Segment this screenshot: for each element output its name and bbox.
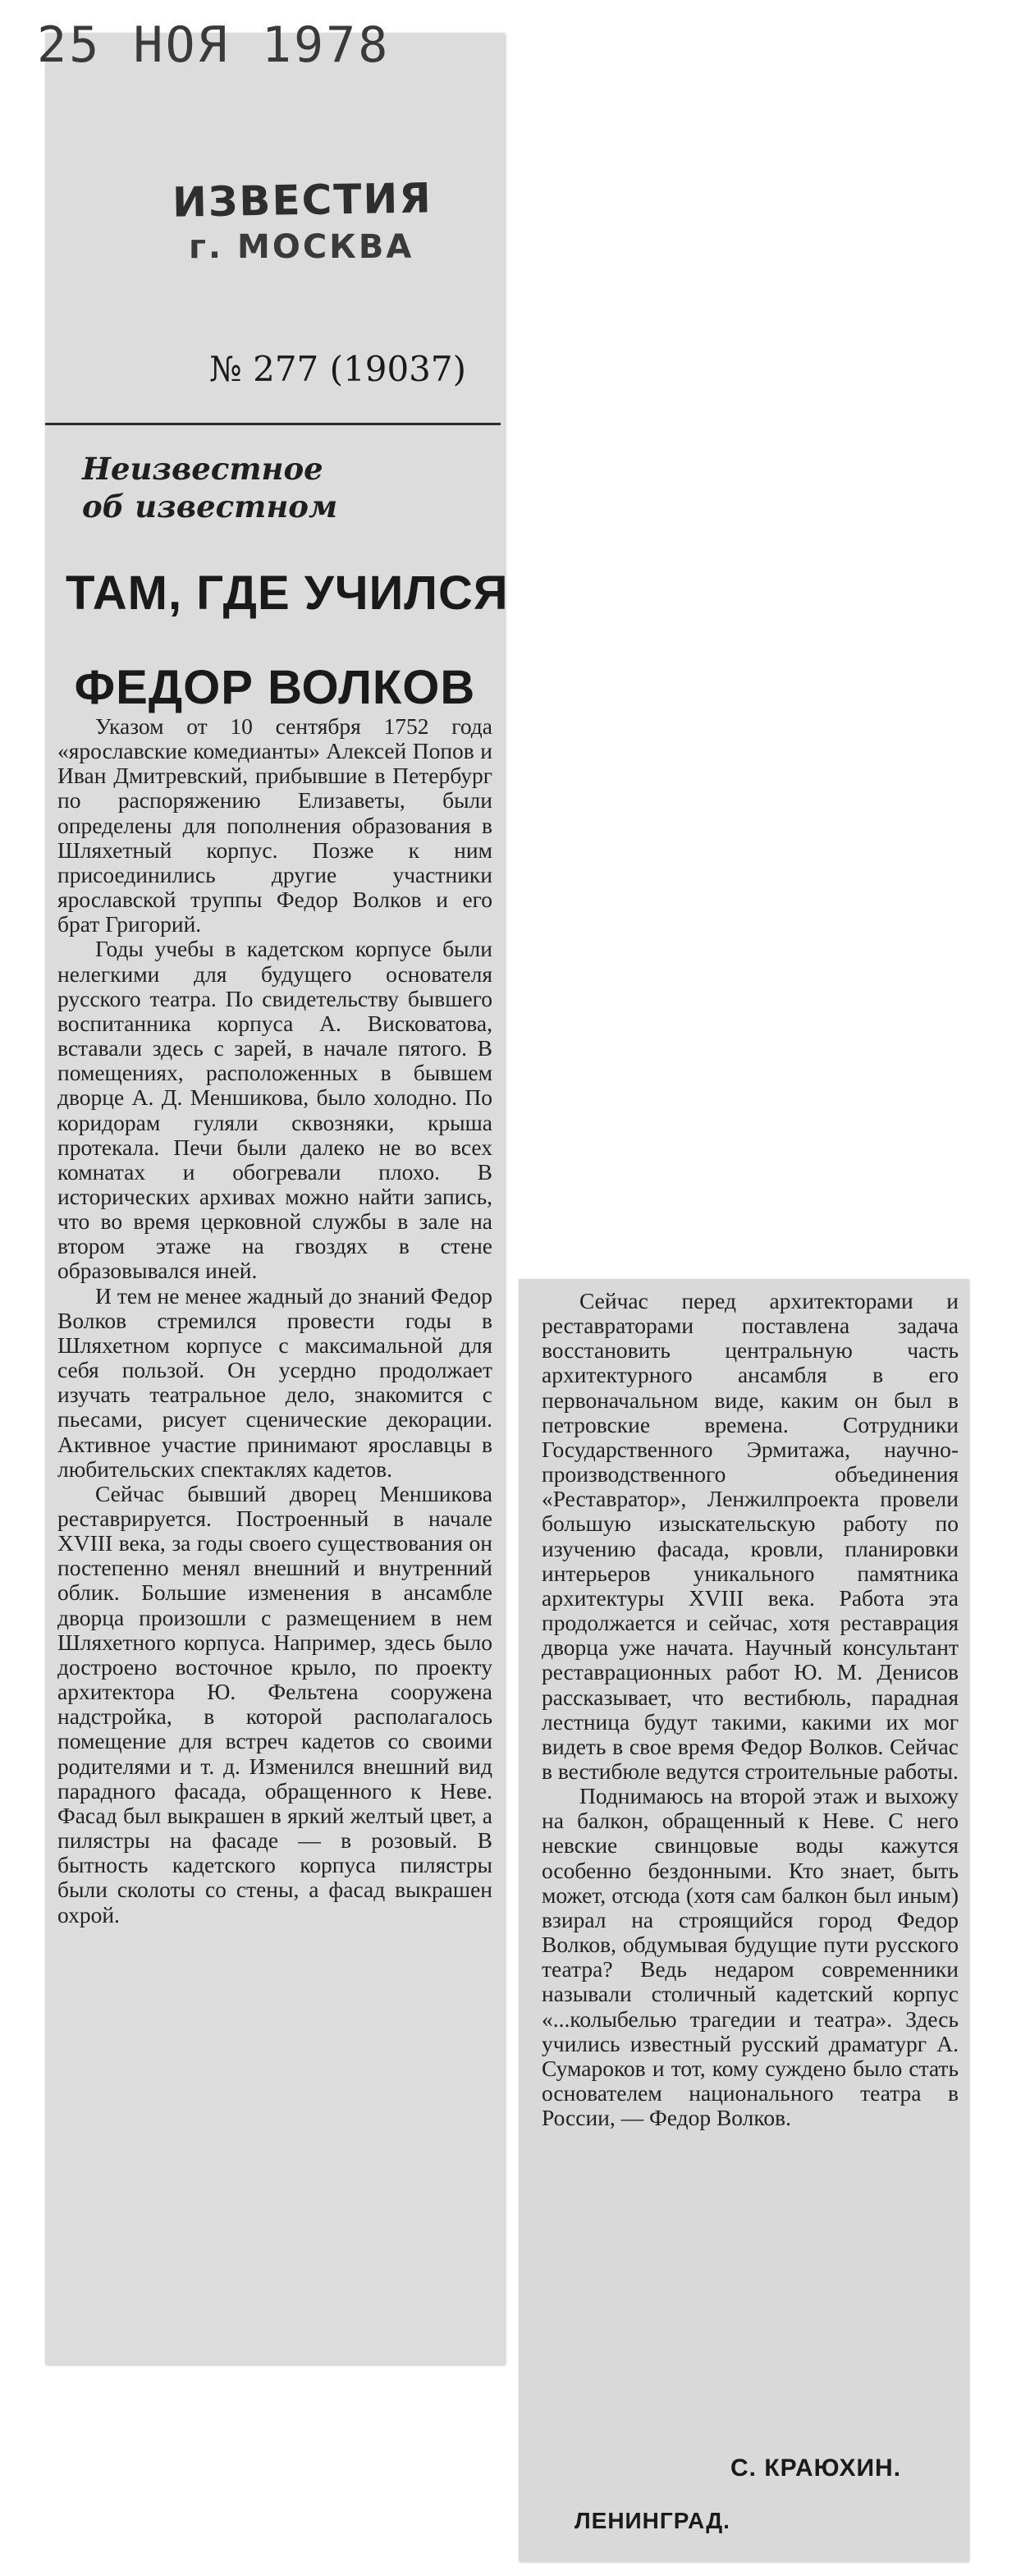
- article-rubric: [82, 450, 337, 525]
- issue-number: № 277 (19037): [209, 349, 466, 389]
- rubric-line-1: Неизвестное: [82, 451, 323, 487]
- paragraph: И тем не менее жадный до знаний Федор Волков стремился провести годы в Шляхетном корпусе с максимальной для себя пользой. Он усердно продолжает изучать театральное дело, знакомится с пьесами, рисует сценические декорации. Активное участие принимают ярославцы в любительских спектаклях кадетов.: [57, 1282, 492, 1482]
- paragraph: Сейчас перед архитекторами и реставраторами поставлена задача восстановить центральную часть архитектурного ансамбля в его первоначальном виде, каким он был в петровские времена. Сотрудники Государственного Эрмитажа, научно-производственного объединения «Реставратор», Ленжилпроекта провели большую изыскательскую работу по изучению фасада, кровли, планировки интерьеров уникального памятника архитектуры XVIII века. Работа эта продолжается и сейчас, хотя реставрация дворца уже начата. Научный консультант реставрационных работ Ю. М. Денисов рассказывает, что вестибюль, парадная лестница будут такими, какими их мог видеть в свое время Федор Волков. Сейчас в вестибюле ведутся строительные работы.: [542, 1288, 959, 1784]
- article-body-left: [57, 714, 492, 1927]
- article-body-right: [542, 1289, 959, 2130]
- paragraph: Сейчас бывший дворец Меншикова реставрируется. Построенный в начале XVIII века, за годы своего существования он постепенно менял внешний и внутренний облик. Большие изменения в ансамбле дворца произошли с размещением в нем Шляхетного корпуса. Например, здесь было достроено восточное крыло, по проекту архитектора Ю. Фельтена сооружена надстройка, в которой располагалось помещение для встреч кадетов со своими родителями и т. д. Изменился внешний вид парадного фасада, обращенного к Неве. Фасад был выкрашен в яркий желтый цвет, а пилястры на фасаде — в розовый. В бытность кадетского корпуса пилястры были сколоты со стены, а фасад выкрашен охрой.: [57, 1480, 492, 1927]
- author-signature: С. КРАЮХИН.: [730, 2455, 902, 2482]
- paragraph: Годы учебы в кадетском корпусе были нелегкими для будущего основателя русского театра. По свидетельству бывшего воспитанника корпуса А. Висковатова, вставали здесь с зарей, в начале пятого. В помещениях, расположенных в бывшем дворце А. Д. Меншикова, было холодно. По коридорам гуляли сквозняки, крыша протекала. Печи были далеко не во всех комнатах и обогревали плохо. В исторических архивах можно найти запись, что во время церковной службы в зале на втором этаже на гвоздях в стене образовывался иней.: [57, 936, 492, 1284]
- paragraph: Указом от 10 сентября 1752 года «ярославские комедианты» Алексей Попов и Иван Дмитревский, прибывшие в Петербург по распоряжению Елизаветы, были определены для пополнения образования в Шляхетный корпус. Позже к ним присоединились другие участники ярославской труппы Федор Волков и его брат Григорий.: [57, 713, 492, 937]
- dateline-city: ЛЕНИНГРАД.: [575, 2508, 730, 2533]
- city-stamp: г. МОСКВА: [189, 228, 414, 266]
- headline-line-1: ТАМ, ГДЕ УЧИЛСЯ: [66, 566, 509, 620]
- article-headline: [66, 546, 509, 735]
- newspaper-name-stamp: ИЗВЕСТИЯ: [172, 174, 433, 227]
- date-stamp: 25 НОЯ 1978: [37, 16, 391, 74]
- headline-line-2: ФЕДОР ВОЛКОВ: [74, 661, 476, 714]
- header-divider: [45, 423, 501, 425]
- paragraph: Поднимаюсь на второй этаж и выхожу на балкон, обращенный к Неве. С него невские свинцовые воды кажутся особенно бездонными. Кто знает, быть может, отсюда (хотя сам балкон был иным) взирал на строящийся город Федор Волков, обдумывая будущие пути русского театра? Ведь недаром современники называли столичный кадетский корпус «...колыбелью трагедии и театра». Здесь учились известный русский драматург А. Сумароков и тот, кому суждено было стать основателем национального театра в России, — Федор Волков.: [542, 1783, 959, 2131]
- rubric-line-2: об известном: [82, 488, 338, 525]
